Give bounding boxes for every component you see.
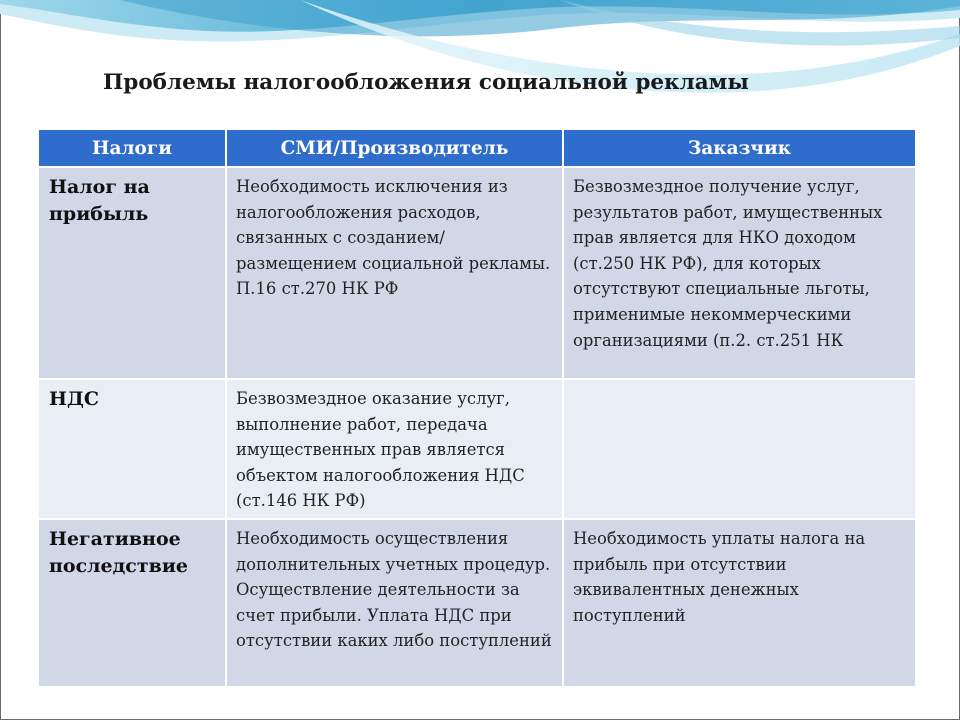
slide-title: Проблемы налогообложения социальной рекламы [103,70,749,95]
cell-customer-profit-tax: Безвозмездное получение услуг, результатов работ, имущественных прав является для НКО доходом (ст.250 НК РФ), для которых отсутствуют специальные льготы, применимые некоммерческими организациями (п.2. ст.251 НК [563,167,916,379]
row-label-vat: НДС [38,379,226,519]
table-row-vat [38,379,916,519]
table-header-row [38,129,916,167]
table-row-profit-tax [38,167,916,379]
row-label-profit-tax: Налог на прибыль [38,167,226,379]
cell-customer-vat [563,379,916,519]
cell-media-profit-tax: Необходимость исключения из налогообложения расходов, связанных с созданием/размещением социальной рекламы. П.16 ст.270 НК РФ [226,167,563,379]
header-media-producer: СМИ/Производитель [226,129,563,167]
cell-customer-negative-consequence: Необходимость уплаты налога на прибыль при отсутствии эквивалентных денежных поступлений [563,519,916,687]
header-customer: Заказчик [563,129,916,167]
tax-problems-table [37,128,917,688]
table-row-negative-consequence [38,519,916,687]
cell-media-negative-consequence: Необходимость осуществления дополнительных учетных процедур. Осуществление деятельности за счет прибыли. Уплата НДС при отсутствии каких либо поступлений [226,519,563,687]
row-label-negative-consequence: Негативное последствие [38,519,226,687]
wave-header-decoration [0,0,960,120]
cell-media-vat: Безвозмездное оказание услуг, выполнение работ, передача имущественных прав является объектом налогообложения НДС (ст.146 НК РФ) [226,379,563,519]
header-taxes: Налоги [38,129,226,167]
